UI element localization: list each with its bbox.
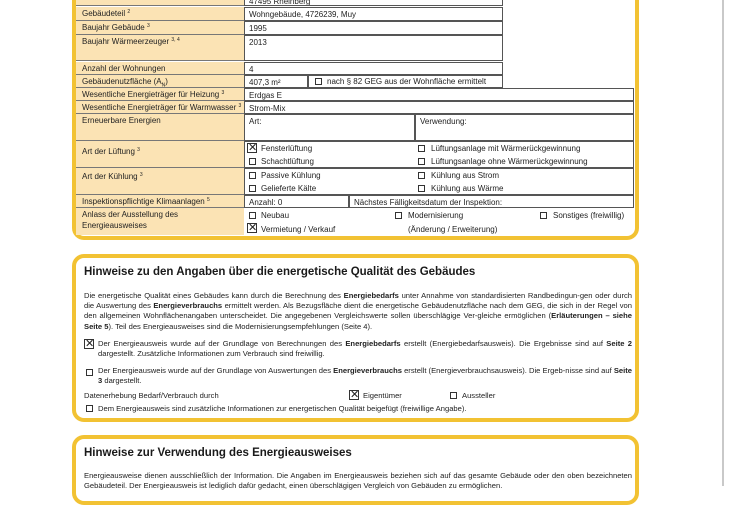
baujahr-gebaeude-value: 1995 [244, 21, 503, 35]
klimaanlagen-anzahl: Anzahl: 0 [244, 195, 349, 208]
hinweise-angaben-title: Hinweise zu den Angaben über die energetische Qualität des Gebäudes [84, 266, 476, 278]
verbrauchsausweis-text: Der Energieausweis wurde auf der Grundlage von Auswertungen des Energieverbrauchs erstellt (Energieverbrauchsausweis). Die Ergeb-nisse sind auf Seite 3 dargestellt. [98, 366, 632, 386]
lueftung-ohne-wrg-label: Lüftungsanlage ohne Wärmerückgewinnung [431, 157, 588, 166]
datenerhebung-label: Datenerhebung Bedarf/Verbrauch durch [84, 391, 219, 400]
kuehlung-strom-checkbox[interactable] [418, 172, 425, 179]
nutzflaeche-checkbox[interactable] [315, 78, 322, 85]
nutzflaeche-label: Gebäudenutzfläche $(A_N)$ [76, 75, 244, 88]
vermietung-verkauf-checkbox[interactable]: ✕ [248, 222, 258, 234]
bedarfsausweis-text: Der Energieausweis wurde auf der Grundlage von Berechnungen des Energiebedarfs erstellt (Energiebedarfsausweis). Die Ergebnisse sind auf Seite 2 dargestellt. Zusätzliche Informationen zum Verbrauch sind freiwillig. [98, 339, 632, 359]
bedarfsausweis-checkbox[interactable]: ✕ [85, 338, 95, 350]
anzahl-wohnungen-value: 4 [244, 62, 503, 75]
schachtlueftung-checkbox[interactable] [249, 158, 256, 165]
hinweise-verwendung-text: Energieausweise dienen ausschließlich der Information. Die Angaben im Energieausweis beziehen sich auf das gesamte Gebäude oder den oben bezeichneten Gebäudeteil. Der Energieausweis ist lediglich dafür gedacht, einen überschlägigen Vergleich von Gebäuden zu ermöglichen. [84, 471, 632, 491]
eigentuemer-label: Eigentümer [363, 391, 402, 400]
gelieferte-kaelte-label: Gelieferte Kälte [261, 184, 317, 193]
klimaanlagen-faellig: Nächstes Fälligkeitsdatum der Inspektion: [349, 195, 634, 208]
nutzflaeche-value: 407,3 m² [244, 75, 308, 88]
kuehlung-waerme-checkbox[interactable] [418, 185, 425, 192]
vermietung-verkauf-label: Vermietung / Verkauf [261, 225, 336, 234]
kuehlung-label: Art der Kühlung $^3$ [76, 168, 244, 195]
energie-warmwasser-label: Wesentliche Energieträger für Warmwasser $^3$ [76, 101, 244, 114]
neubau-label: Neubau [261, 211, 290, 220]
hinweise-angaben-box [72, 254, 639, 422]
gebaeudeteil-label: Gebäudeteil $^2$ [76, 7, 244, 21]
aussteller-checkbox[interactable] [450, 392, 457, 399]
hinweise-verwendung-box [72, 435, 639, 505]
klimaanlagen-label: Inspektionspflichtige Klimaanlagen $^5$ [76, 195, 244, 208]
modernisierung-label: Modernisierung [408, 211, 464, 220]
baujahr-gebaeude-label: Baujahr Gebäude $^3$ [76, 21, 244, 35]
hinweise-angaben-intro: Die energetische Qualität eines Gebäudes kann durch die Berechnung des Energiebedarfs unter Annahme von standardisierten Randbedingun-gen oder durch die Auswertung des Energieverbrauchs ermittelt werden. Als Bezugsfläche dient die energetische Gebäudenutzfläche nach dem GEG, die sich in der Regel von den allgemeinen Wohnflächenangaben unterscheidet. Die angegebenen Vergleichswerte sollen überschlägige Ver-gleiche ermöglichen (Erläuterungen – siehe Seite 5). Teil des Energieausweises sind die Modernisierungsempfehlungen (Seite 4). [84, 291, 633, 331]
fensterlueftung-label: Fensterlüftung [261, 144, 313, 153]
gelieferte-kaelte-checkbox[interactable] [249, 185, 256, 192]
lueftung-wrg-checkbox[interactable] [418, 145, 425, 152]
neubau-checkbox[interactable] [249, 212, 256, 219]
aussteller-label: Aussteller [462, 391, 496, 400]
kuehlung-waerme-label: Kühlung aus Wärme [431, 184, 504, 193]
anlass-label: Anlass der Ausstellung des Energieausweises [76, 208, 244, 235]
lueftung-ohne-wrg-checkbox[interactable] [418, 158, 425, 165]
sonstiges-label: Sonstiges (freiwillig) [553, 211, 625, 220]
zusatzinfo-checkbox[interactable] [86, 405, 93, 412]
lueftung-label: Art der Lüftung $^3$ [76, 141, 244, 168]
aenderung-erweiterung-label: (Änderung / Erweiterung) [408, 225, 498, 234]
schachtlueftung-label: Schachtlüftung [261, 157, 314, 166]
passive-kuehlung-label: Passive Kühlung [261, 171, 321, 180]
energie-warmwasser-value: Strom-Mix [244, 101, 634, 114]
page-edge [722, 0, 724, 486]
lueftung-wrg-label: Lüftungsanlage mit Wärmerückgewinnung [431, 144, 581, 153]
address-label [76, 0, 244, 6]
erneuerbare-verwendung: Verwendung: [415, 114, 634, 141]
address-value: 47495 Rheinberg [244, 0, 503, 6]
baujahr-waermeerzeuger-label: Baujahr Wärmeerzeuger $^{3, 4}$ [76, 35, 244, 61]
zusatzinfo-label: Dem Energieausweis sind zusätzliche Informationen zur energetischen Qualität beigefügt (freiwillige Angabe). [98, 404, 467, 413]
eigentuemer-checkbox[interactable]: ✕ [350, 389, 360, 401]
modernisierung-checkbox[interactable] [395, 212, 402, 219]
baujahr-waermeerzeuger-value: 2013 [244, 35, 503, 61]
gebaeudeteil-value: Wohngebäude, 4726239, Muy [244, 7, 503, 21]
fensterlueftung-checkbox[interactable]: ✕ [248, 142, 258, 154]
sonstiges-checkbox[interactable] [540, 212, 547, 219]
erneuerbare-art: Art: [244, 114, 415, 141]
verbrauchsausweis-checkbox[interactable] [86, 369, 93, 376]
nutzflaeche-checkbox-label: nach § 82 GEG aus der Wohnfläche ermittelt [327, 77, 487, 86]
kuehlung-strom-label: Kühlung aus Strom [431, 171, 500, 180]
energie-heizung-label: Wesentliche Energieträger für Heizung $^3$ [76, 88, 244, 101]
passive-kuehlung-checkbox[interactable] [249, 172, 256, 179]
hinweise-verwendung-title: Hinweise zur Verwendung des Energieausweises [84, 447, 352, 459]
anzahl-wohnungen-label: Anzahl der Wohnungen [76, 62, 244, 75]
energie-heizung-value: Erdgas E [244, 88, 634, 101]
erneuerbare-label: Erneuerbare Energien [76, 114, 244, 141]
